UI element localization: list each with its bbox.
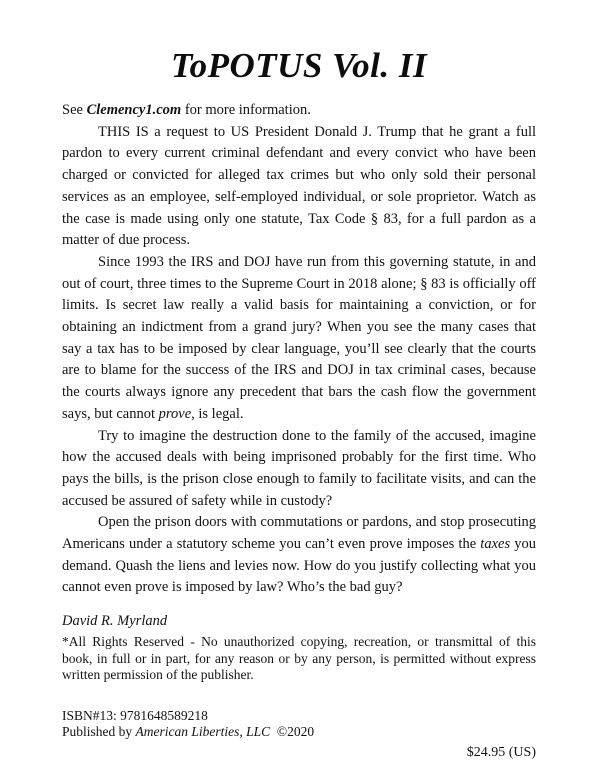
- body-paragraph-1: [62, 122, 536, 252]
- text-segment: Published by: [62, 723, 136, 739]
- rights-notice: *All Rights Reserved - No unauthorized copying, recreation, or transmittal of this book, in full or in part, for any reason or by any person, is permitted without express written permission of the publisher.: [62, 634, 536, 683]
- body-paragraph-3: [62, 426, 536, 513]
- text-segment: American Liberties, LLC: [135, 723, 271, 739]
- text-segment: Open the prison doors with commutations or pardons, and stop prosecuting Americans under a statutory scheme you can’t even prove imposes the: [62, 514, 536, 553]
- text-segment: you demand. Quash the liens and levies now. How do you justify collecting what you cannot even prove is imposed by law? Who’s the bad guy?: [62, 536, 536, 596]
- author-name: David R. Myrland: [62, 613, 168, 630]
- text-segment: for more information.: [181, 102, 311, 118]
- text-segment: Since 1993 the IRS and DOJ have run from this governing statute, in and out of court, three times to the Supreme Court in 2018 alone; § 83 is officially off limits. Is secret law really a valid basis for maintaining a conviction, or for obtaining an indictment from a grand jury? When you see the many cases that say a tax has to be imposed by clear language, you’ll see clearly that the courts are to blame for the success of the IRS and DOJ in tax criminal cases, because the courts always ignore any precedent that bars the cash flow the government says, but cannot: [62, 253, 536, 422]
- price-label: $24.95 (US): [466, 744, 536, 760]
- text-segment: Clemency1.com: [86, 102, 182, 118]
- text-segment: taxes: [480, 536, 511, 553]
- text-segment: prove: [158, 405, 192, 422]
- body-paragraph-4: [62, 512, 536, 599]
- body-paragraph-2: [62, 252, 536, 426]
- text-segment: Try to imagine the destruction done to the family of the accused, imagine how the accused deals with being imprisoned probably for the first time. Who pays the bills, is the prison close enough to family to facilitate visits, and can the accused be assured of safety while in custody?: [62, 427, 536, 509]
- publication-info-block: [62, 708, 536, 740]
- text-segment: , is legal.: [191, 405, 244, 422]
- info-line: [62, 100, 536, 122]
- text-segment: See: [62, 102, 87, 118]
- text-segment: THIS IS a request to US President Donald J. Trump that he grant a full pardon to every current criminal defendant and every convict who have been charged or convicted for alleged tax crimes but who only sold their personal services as an employee, self-employed individual, or sole proprietor. Watch as the case is made using only one statute, Tax Code § 83, for a full pardon as a matter of due process.: [62, 123, 536, 249]
- book-title: ToPOTUS Vol. II: [170, 46, 428, 85]
- isbn-line: ISBN#13: 9781648589218: [62, 707, 208, 723]
- publisher-line: [62, 724, 536, 740]
- text-segment: ©2020: [270, 723, 315, 739]
